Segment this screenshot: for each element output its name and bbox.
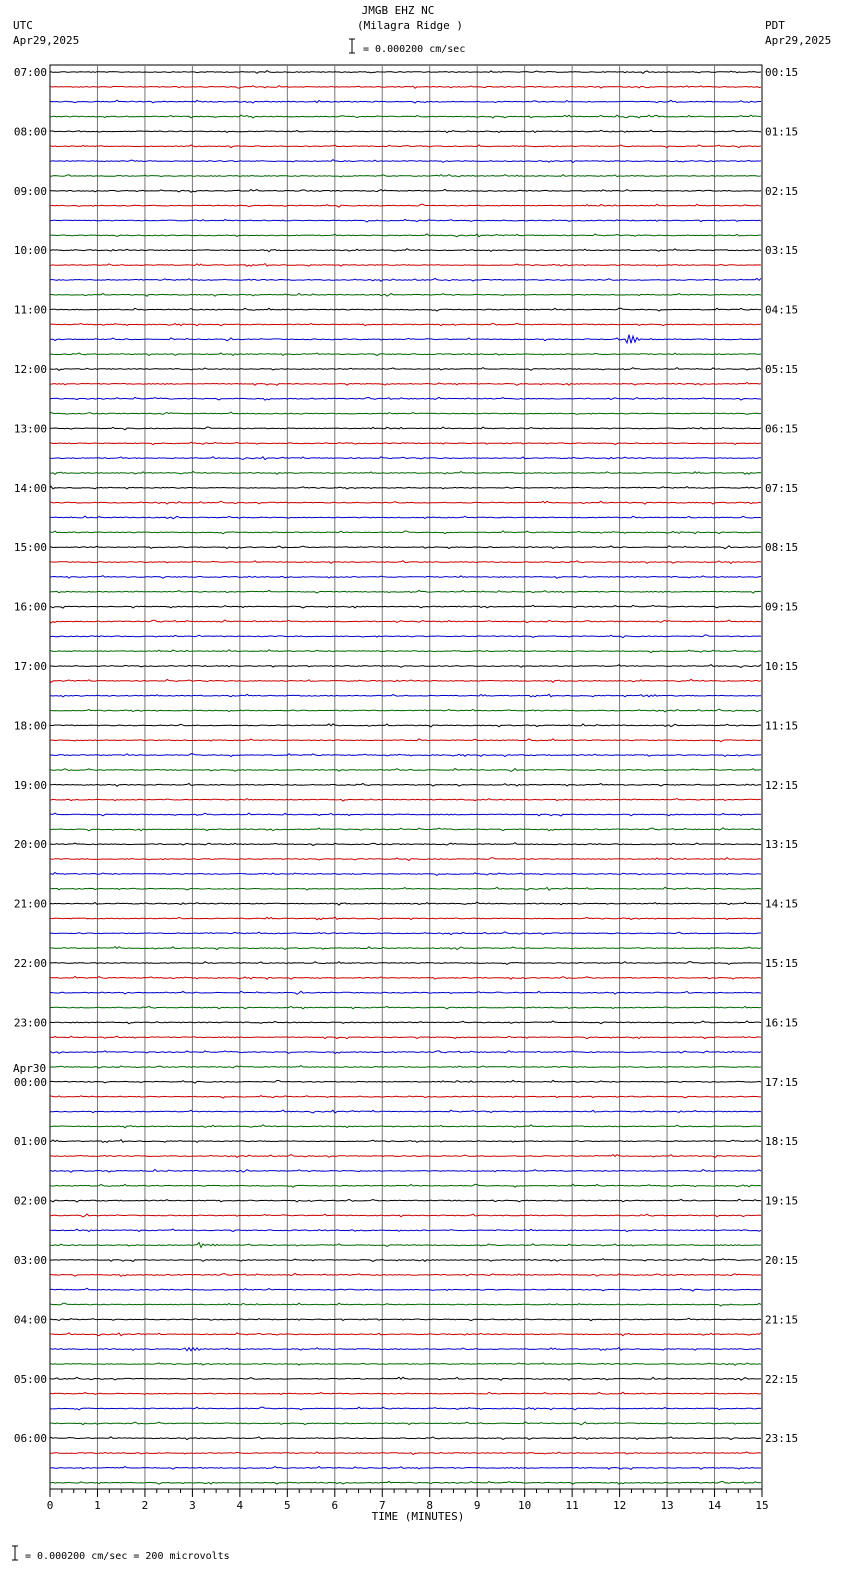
trace-line [50,635,761,638]
pdt-hour-label: 05:15 [765,363,799,376]
utc-hour-label: 03:00 [13,1254,47,1267]
utc-hour-label: 12:00 [13,363,47,376]
trace-line [50,115,761,118]
x-tick-label: 0 [46,1499,54,1512]
pdt-hour-label: 23:15 [765,1432,799,1446]
trace-line [50,130,761,133]
date-change-label: Apr30 [13,1061,47,1075]
trace-line [50,873,761,876]
utc-hour-label: 20:00 [13,838,47,852]
pdt-hour-label: 14:15 [765,897,799,911]
utc-hour-label: 00:00 [13,1075,47,1089]
trace-line [50,1051,761,1054]
trace-line [50,486,761,489]
trace-line [50,1110,761,1113]
trace-line [50,278,761,281]
trace-line [50,694,761,697]
trace-line [50,427,761,430]
trace-line [50,605,761,608]
trace-line [50,100,761,103]
pdt-hour-label: 16:15 [765,1016,799,1030]
x-tick-label: 8 [426,1499,434,1512]
x-tick-label: 15 [755,1499,769,1512]
pdt-hour-label: 11:15 [765,719,799,733]
trace-line [50,264,761,267]
pdt-hour-label: 00:15 [765,66,799,79]
trace-line [50,858,761,861]
trace-line [50,1467,761,1470]
trace-line [50,590,761,593]
pdt-hour-label: 19:15 [765,1194,799,1208]
trace-line [50,71,761,74]
utc-hour-label: 23:00 [13,1016,47,1030]
trace-line [50,1080,761,1083]
x-tick-label: 12 [612,1499,627,1512]
trace-line [50,308,761,311]
trace-line [50,1377,761,1380]
scale-bar-icon [349,39,355,53]
trace-line [50,991,761,994]
trace-line [50,1096,761,1099]
pdt-hour-label: 18:15 [765,1135,799,1149]
trace-line [50,620,761,623]
trace-line [50,397,761,400]
x-tick-label: 9 [473,1499,481,1512]
pdt-hour-label: 06:15 [765,422,799,436]
pdt-hour-label: 12:15 [765,778,799,792]
x-tick-label: 4 [236,1499,244,1512]
trace-line [50,234,761,237]
trace-line [50,1140,761,1143]
trace-line [50,1303,761,1306]
utc-hour-label: 19:00 [13,778,47,792]
utc-hour-label: 14:00 [13,481,47,495]
utc-hour-label: 13:00 [13,422,47,436]
trace-line [50,739,761,742]
trace-line [50,335,761,344]
trace-line [50,679,761,682]
trace-line [50,323,761,326]
trace-line [50,1481,761,1484]
trace-line [50,501,761,504]
x-tick-label: 14 [707,1499,722,1512]
trace-line [50,665,761,668]
trace-line [50,1036,761,1039]
trace-line [50,962,761,965]
trace-line [50,799,761,802]
pdt-hour-label: 07:15 [765,481,799,495]
amplitude-scale-label: = 0.000200 cm/sec [363,44,466,55]
pdt-hour-label: 08:15 [765,541,799,555]
trace-line [50,1437,761,1440]
trace-line [50,353,761,356]
utc-hour-label: 04:00 [13,1313,47,1327]
trace-line [50,546,761,549]
trace-line [50,472,761,475]
pdt-hour-label: 22:15 [765,1372,799,1386]
trace-line [50,442,761,445]
trace-line [50,769,761,772]
trace-line [50,1214,761,1217]
trace-line [50,947,761,950]
trace-line [50,902,761,905]
trace-line [50,1288,761,1291]
trace-line [50,1155,761,1158]
trace-line [50,1348,761,1351]
station-title: JMGB EHZ NC [361,4,435,17]
trace-line [50,1318,761,1320]
trace-line [50,1125,761,1128]
pdt-hour-label: 15:15 [765,957,799,970]
utc-hour-label: 07:00 [13,66,47,79]
right-timezone: PDT [765,19,785,32]
utc-hour-label: 05:00 [13,1372,47,1386]
trace-line [50,516,761,519]
trace-line [50,86,761,89]
pdt-hour-label: 10:15 [765,660,799,673]
utc-hour-label: 10:00 [13,244,47,258]
trace-line [50,650,761,653]
x-axis [47,1489,769,1512]
trace-line [50,784,761,787]
trace-line [50,175,761,177]
right-date: Apr29,2025 [765,34,832,47]
trace-line [50,1452,761,1455]
trace-line [50,1199,761,1202]
trace-line [50,828,761,831]
left-date: Apr29,2025 [13,34,80,47]
x-tick-label: 13 [660,1499,674,1512]
pdt-hour-label: 17:15 [765,1075,799,1089]
trace-line [50,1229,761,1232]
trace-line [50,1259,761,1262]
trace-line [50,249,761,252]
utc-hour-label: 11:00 [13,303,47,317]
trace-line [50,368,761,371]
left-timezone: UTC [13,19,33,32]
utc-hour-label: 17:00 [13,660,47,673]
trace-line [50,204,761,207]
trace-line [50,1363,761,1366]
trace-line [50,189,761,192]
utc-hour-label: 09:00 [13,184,47,198]
x-tick-label: 1 [94,1499,101,1512]
utc-hour-label: 06:00 [13,1432,47,1446]
x-axis-label: TIME (MINUTES) [371,1510,465,1523]
trace-line [50,145,761,148]
trace-line [50,843,761,846]
trace-line [50,1273,761,1276]
footer-scale-icon [12,1546,18,1560]
trace-line [50,1066,761,1069]
trace-line [50,1169,761,1172]
trace-line [50,160,761,163]
trace-line [50,576,761,579]
trace-line [50,1333,761,1336]
trace-line [50,709,761,712]
trace-line [50,887,761,890]
trace-line [50,1021,761,1024]
trace-line [50,531,761,534]
utc-hour-label: 22:00 [13,957,47,970]
x-tick-label: 10 [518,1499,532,1512]
trace-line [50,293,761,296]
pdt-hour-label: 01:15 [765,125,799,139]
x-tick-label: 7 [378,1499,386,1512]
trace-line [50,1243,761,1248]
trace-line [50,976,761,979]
x-tick-label: 11 [565,1499,579,1512]
trace-line [50,1407,761,1410]
trace-line [50,1006,761,1009]
x-tick-label: 6 [331,1499,339,1512]
trace-line [50,1422,761,1425]
footer-scale-note: = 0.000200 cm/sec = 200 microvolts [25,1551,230,1562]
pdt-hour-label: 04:15 [765,303,799,317]
trace-line [50,457,761,460]
utc-hour-label: 18:00 [13,719,47,733]
trace-line [50,1392,761,1394]
pdt-hour-label: 13:15 [765,838,799,852]
trace-lines [50,71,761,1485]
utc-hour-label: 01:00 [13,1135,47,1149]
x-tick-label: 2 [141,1499,149,1512]
trace-line [50,383,761,386]
trace-line [50,219,761,222]
pdt-hour-label: 09:15 [765,600,799,614]
x-tick-label: 5 [284,1499,291,1512]
trace-line [50,813,761,816]
utc-hour-label: 08:00 [13,125,47,139]
trace-line [50,754,761,757]
trace-line [50,724,761,727]
trace-line [50,412,761,414]
trace-line [50,561,761,564]
trace-line [50,917,761,920]
pdt-hour-label: 20:15 [765,1254,799,1267]
pdt-hour-label: 02:15 [765,184,799,198]
trace-line [50,932,761,935]
utc-hour-label: 21:00 [13,897,47,911]
utc-hour-label: 02:00 [13,1194,47,1208]
trace-line [50,1184,761,1187]
utc-hour-label: 16:00 [13,600,47,614]
utc-hour-label: 15:00 [13,541,47,555]
x-tick-label: 3 [189,1499,196,1512]
pdt-hour-label: 21:15 [765,1313,799,1327]
pdt-hour-label: 03:15 [765,244,799,258]
station-location: (Milagra Ridge ) [357,19,463,32]
